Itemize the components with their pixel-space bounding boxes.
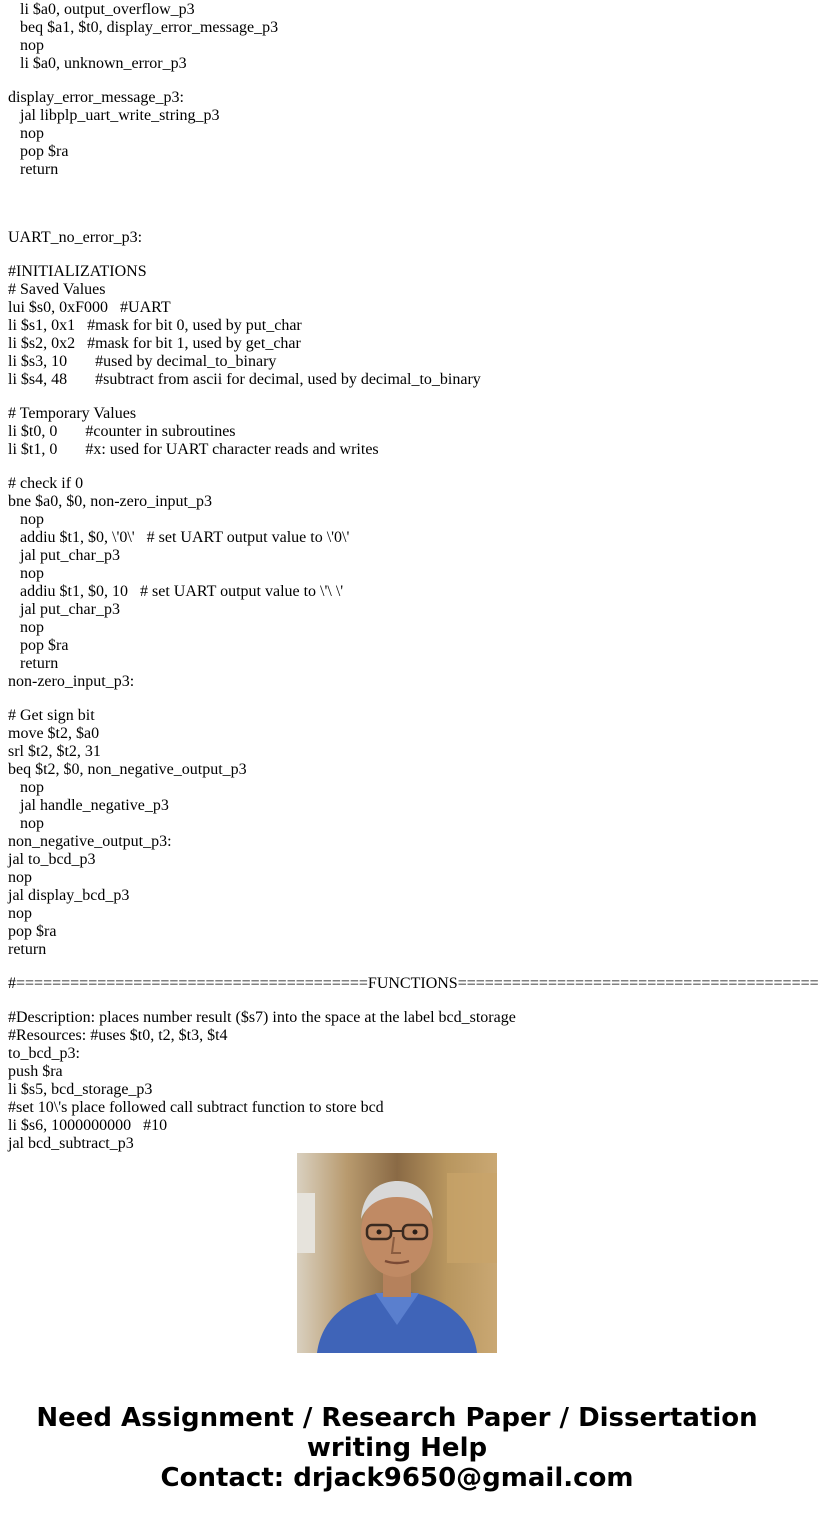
code-line: li $t1, 0 #x: used for UART character reads and writes	[8, 441, 379, 458]
code-line: nop	[8, 815, 44, 832]
code-line: jal to_bcd_p3	[8, 851, 96, 868]
code-gap	[8, 691, 819, 707]
code-line: li $s5, bcd_storage_p3	[8, 1081, 153, 1098]
code-line: nop	[8, 565, 44, 582]
code-line: li $s3, 10 #used by decimal_to_binary	[8, 353, 277, 370]
code-line: # Saved Values	[8, 281, 106, 298]
code-line: pop $ra	[8, 143, 69, 160]
code-line: jal put_char_p3	[8, 601, 120, 618]
profile-photo	[297, 1153, 497, 1353]
code-line: lui $s0, 0xF000 #UART	[8, 299, 171, 316]
code-gap	[8, 179, 819, 195]
code-line: return	[8, 161, 59, 178]
code-line: beq $t2, $0, non_negative_output_p3	[8, 761, 247, 778]
code-line: jal display_bcd_p3	[8, 887, 130, 904]
code-gap	[8, 389, 819, 405]
code-line: # Get sign bit	[8, 707, 95, 724]
contact-banner	[0, 1403, 794, 1493]
code-line: pop $ra	[8, 923, 57, 940]
code-line: return	[8, 655, 59, 672]
code-line: li $s2, 0x2 #mask for bit 1, used by get_char	[8, 335, 301, 352]
code-gap	[8, 213, 819, 229]
code-line: # Temporary Values	[8, 405, 137, 422]
code-line: #Description: places number result ($s7) into the space at the label bcd_storage	[8, 1009, 516, 1026]
code-line: nop	[8, 511, 44, 528]
code-gap	[8, 247, 819, 263]
code-gap	[8, 73, 819, 89]
code-line: srl $t2, $t2, 31	[8, 743, 101, 760]
code-gap	[8, 959, 819, 975]
code-line: jal handle_negative_p3	[8, 797, 169, 814]
code-line: beq $a1, $t0, display_error_message_p3	[8, 19, 279, 36]
code-line: nop	[8, 125, 44, 142]
code-line: addiu $t1, $0, \'0\' # set UART output value to \'0\'	[8, 529, 350, 546]
code-line: nop	[8, 905, 32, 922]
code-line: #set 10\'s place followed call subtract function to store bcd	[8, 1099, 384, 1116]
cta-line-1: Need Assignment / Research Paper / Dissertation	[36, 1403, 758, 1433]
code-line: jal libplp_uart_write_string_p3	[8, 107, 220, 124]
code-line: nop	[8, 619, 44, 636]
code-line: UART_no_error_p3:	[8, 229, 143, 246]
code-line: non-zero_input_p3:	[8, 673, 135, 690]
cta-line-3: Contact: drjack9650@gmail.com	[160, 1463, 634, 1493]
code-line: #INITIALIZATIONS	[8, 263, 147, 280]
code-line: li $s4, 48 #subtract from ascii for decimal, used by decimal_to_binary	[8, 371, 481, 388]
code-line: display_error_message_p3:	[8, 89, 184, 106]
code-line: nop	[8, 779, 44, 796]
code-line: addiu $t1, $0, 10 # set UART output value to \'\ \'	[8, 583, 344, 600]
code-line	[8, 195, 819, 213]
code-line: pop $ra	[8, 637, 69, 654]
code-line: move $t2, $a0	[8, 725, 100, 742]
assembly-code	[8, 1, 819, 1153]
code-line: return	[8, 941, 47, 958]
code-line: # check if 0	[8, 475, 84, 492]
code-line: li $s6, 1000000000 #10	[8, 1117, 168, 1134]
code-line: jal bcd_subtract_p3	[8, 1135, 134, 1152]
code-line: nop	[8, 37, 44, 54]
code-line: jal put_char_p3	[8, 547, 120, 564]
code-line: bne $a0, $0, non-zero_input_p3	[8, 493, 212, 510]
profile-photo-image	[297, 1153, 497, 1353]
code-line: #Resources: #uses $t0, t2, $t3, $t4	[8, 1027, 228, 1044]
code-line: #=======================================FUNCTIONS========================================	[8, 975, 819, 992]
code-line: li $a0, output_overflow_p3	[8, 1, 195, 18]
code-line: to_bcd_p3:	[8, 1045, 80, 1062]
code-line: li $a0, unknown_error_p3	[8, 55, 187, 72]
code-gap	[8, 993, 819, 1009]
code-line: push $ra	[8, 1063, 63, 1080]
code-line: li $t0, 0 #counter in subroutines	[8, 423, 236, 440]
code-line: nop	[8, 869, 32, 886]
cta-line-2: writing Help	[306, 1433, 488, 1463]
code-line: li $s1, 0x1 #mask for bit 0, used by put_char	[8, 317, 302, 334]
code-gap	[8, 459, 819, 475]
code-line: non_negative_output_p3:	[8, 833, 172, 850]
